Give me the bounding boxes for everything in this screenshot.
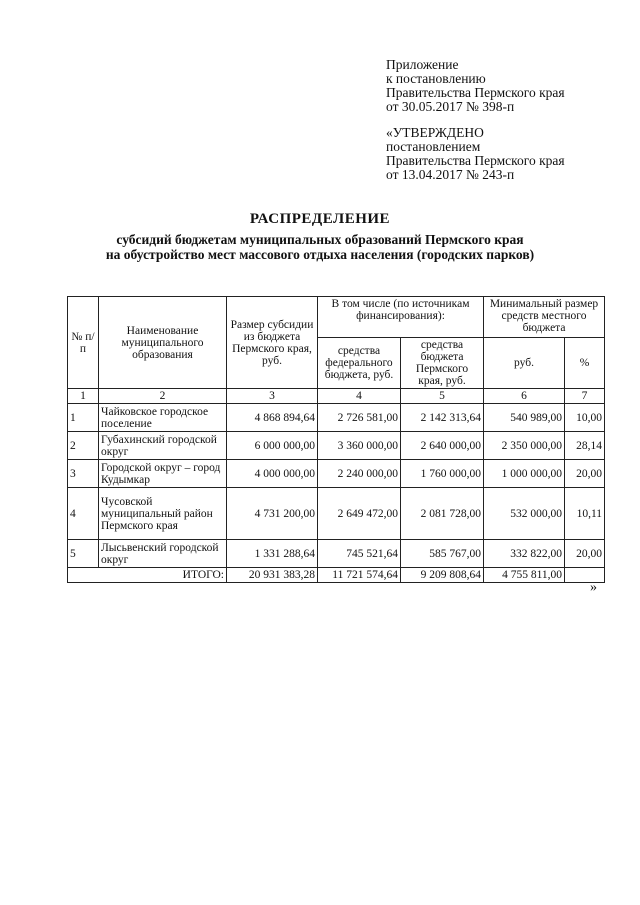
cell-name: Чусовской муниципальный район Пермского края — [99, 488, 227, 540]
header-including: В том числе (по источникам финансирования): — [318, 297, 484, 338]
cell-regional: 2 081 728,00 — [401, 488, 484, 540]
total-label: ИТОГО: — [68, 568, 227, 583]
cell-local-rub: 1 000 000,00 — [484, 460, 565, 488]
cell-subsidy: 1 331 288,64 — [227, 540, 318, 568]
document-subtitle — [0, 232, 640, 262]
header-pct: % — [565, 338, 605, 389]
col-number: 3 — [227, 389, 318, 404]
document-title: РАСПРЕДЕЛЕНИЕ — [249, 211, 391, 227]
approved-line: от 13.04.2017 № 243-п — [386, 167, 515, 182]
cell-federal: 2 240 000,00 — [318, 460, 401, 488]
total-subsidy: 20 931 383,28 — [227, 568, 318, 583]
col-number: 4 — [318, 389, 401, 404]
header-rub: руб. — [484, 338, 565, 389]
cell-federal: 2 726 581,00 — [318, 404, 401, 432]
cell-local-pct: 28,14 — [565, 432, 605, 460]
appendix-line: к постановлению — [386, 71, 486, 86]
appendix-block — [386, 58, 565, 114]
cell-name: Губахинский городской округ — [99, 432, 227, 460]
header-federal: средства федерального бюджета, руб. — [318, 338, 401, 389]
approved-line: постановлением — [386, 139, 481, 154]
header-subsidy: Размер субсидии из бюджета Пермского края, руб. — [227, 297, 318, 389]
col-number: 5 — [401, 389, 484, 404]
cell-name: Городской округ – город Кудымкар — [99, 460, 227, 488]
table-row — [68, 540, 605, 568]
table-row — [68, 404, 605, 432]
approved-line: Правительства Пермского края — [386, 153, 565, 168]
cell-regional: 1 760 000,00 — [401, 460, 484, 488]
total-local-pct — [565, 568, 605, 583]
total-local-rub: 4 755 811,00 — [484, 568, 565, 583]
table-row — [68, 432, 605, 460]
distribution-table — [67, 296, 605, 583]
cell-num: 3 — [68, 460, 99, 488]
col-number: 6 — [484, 389, 565, 404]
subtitle-line: на обустройство мест массового отдыха населения (городских парков) — [105, 247, 535, 262]
column-numbers-row — [68, 389, 605, 404]
appendix-line: Правительства Пермского края — [386, 85, 565, 100]
total-federal: 11 721 574,64 — [318, 568, 401, 583]
approved-block — [386, 126, 565, 182]
header-regional: средства бюджета Пермского края, руб. — [401, 338, 484, 389]
cell-subsidy: 6 000 000,00 — [227, 432, 318, 460]
header-num: № п/п — [68, 297, 99, 389]
cell-num: 4 — [68, 488, 99, 540]
cell-local-rub: 540 989,00 — [484, 404, 565, 432]
cell-local-rub: 532 000,00 — [484, 488, 565, 540]
closing-quote: » — [590, 580, 597, 595]
cell-num: 2 — [68, 432, 99, 460]
cell-regional: 2 142 313,64 — [401, 404, 484, 432]
cell-local-pct: 10,11 — [565, 488, 605, 540]
col-number: 7 — [565, 389, 605, 404]
header-name: Наименование муниципального образования — [99, 297, 227, 389]
cell-name: Лысьвенский городской округ — [99, 540, 227, 568]
subtitle-line: субсидий бюджетам муниципальных образований Пермского края — [116, 232, 524, 247]
cell-name: Чайковское городское поселение — [99, 404, 227, 432]
cell-subsidy: 4 731 200,00 — [227, 488, 318, 540]
total-row — [68, 568, 605, 583]
cell-local-rub: 2 350 000,00 — [484, 432, 565, 460]
cell-federal: 3 360 000,00 — [318, 432, 401, 460]
appendix-line: Приложение — [386, 57, 459, 72]
col-number: 2 — [99, 389, 227, 404]
header-minimal: Минимальный размер средств местного бюджета — [484, 297, 605, 338]
cell-subsidy: 4 868 894,64 — [227, 404, 318, 432]
table-row — [68, 488, 605, 540]
cell-num: 1 — [68, 404, 99, 432]
cell-local-pct: 10,00 — [565, 404, 605, 432]
cell-local-pct: 20,00 — [565, 540, 605, 568]
col-number: 1 — [68, 389, 99, 404]
cell-regional: 585 767,00 — [401, 540, 484, 568]
table-row — [68, 460, 605, 488]
cell-num: 5 — [68, 540, 99, 568]
cell-federal: 745 521,64 — [318, 540, 401, 568]
appendix-line: от 30.05.2017 № 398-п — [386, 99, 515, 114]
approved-line: «УТВЕРЖДЕНО — [386, 125, 484, 140]
cell-local-pct: 20,00 — [565, 460, 605, 488]
cell-federal: 2 649 472,00 — [318, 488, 401, 540]
cell-regional: 2 640 000,00 — [401, 432, 484, 460]
cell-local-rub: 332 822,00 — [484, 540, 565, 568]
cell-subsidy: 4 000 000,00 — [227, 460, 318, 488]
total-regional: 9 209 808,64 — [401, 568, 484, 583]
